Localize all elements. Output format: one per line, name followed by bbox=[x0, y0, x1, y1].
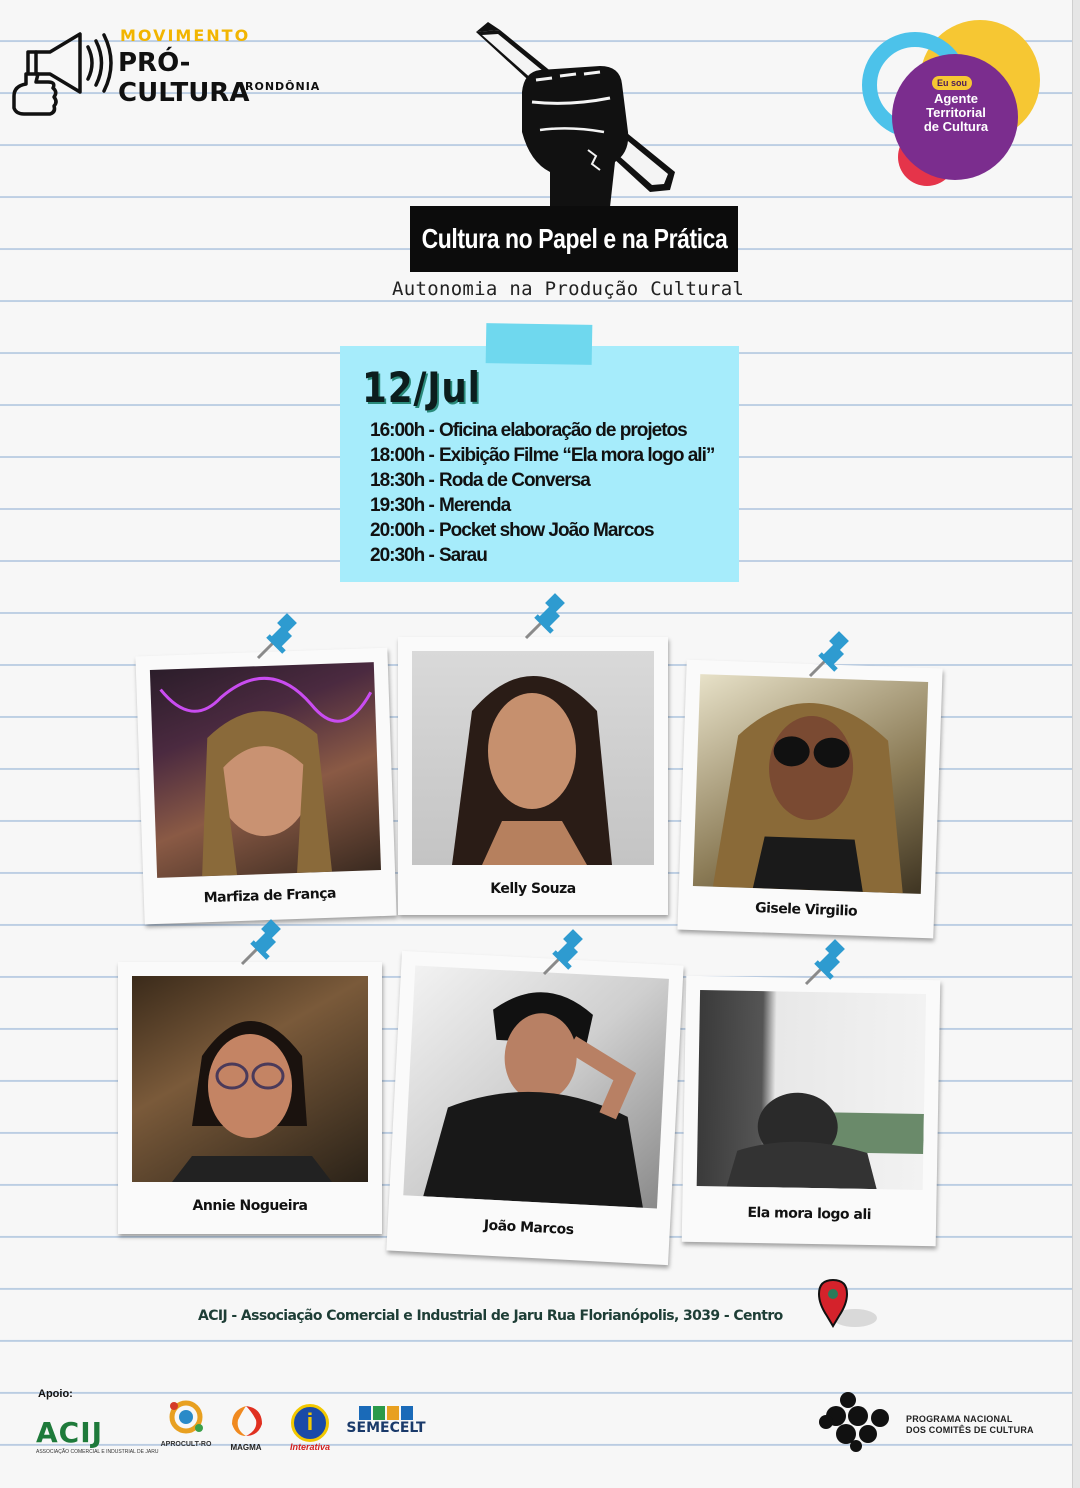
portrait-photo bbox=[412, 651, 654, 865]
portrait-photo bbox=[150, 662, 381, 878]
portrait-photo bbox=[693, 674, 928, 894]
schedule-list bbox=[370, 420, 714, 570]
person-name: João Marcos bbox=[483, 1217, 574, 1239]
film-still-photo bbox=[697, 990, 926, 1190]
photo-card-gisele bbox=[677, 660, 942, 939]
schedule-time: 19:30h - bbox=[370, 495, 434, 516]
schedule-item bbox=[370, 495, 714, 520]
apoio-label: Apoio: bbox=[38, 1388, 73, 1400]
event-date: 12/Jul bbox=[362, 363, 481, 412]
brand-movimento: MOVIMENTO bbox=[120, 26, 251, 45]
photo-card-joao bbox=[386, 951, 683, 1265]
pushpin-icon bbox=[252, 612, 302, 662]
comites-cultura-icon bbox=[818, 1390, 898, 1452]
person-name: Marfiza de França bbox=[203, 885, 337, 907]
schedule-item bbox=[370, 445, 714, 470]
agente-text bbox=[902, 92, 1010, 134]
schedule-time: 20:00h - bbox=[370, 520, 434, 541]
person-name: Annie Nogueira bbox=[192, 1198, 308, 1214]
event-title: Cultura no Papel e na Prática bbox=[421, 223, 727, 254]
schedule-time: 16:00h - bbox=[370, 420, 434, 441]
schedule-item bbox=[370, 545, 714, 570]
schedule-item bbox=[370, 420, 714, 445]
portrait-photo bbox=[132, 976, 368, 1182]
pushpin-icon bbox=[538, 928, 588, 978]
event-title-box bbox=[410, 206, 738, 272]
agente-territorial-logo bbox=[858, 20, 1058, 190]
sponsor-magma-logo: MAGMA bbox=[224, 1404, 268, 1452]
fist-pencil-icon bbox=[470, 22, 680, 207]
schedule-activity: Roda de Conversa bbox=[439, 470, 590, 491]
map-pin-icon bbox=[815, 1276, 880, 1332]
sponsor-acij-logo: ACIJ ASSOCIAÇÃO COMERCIAL E INDUSTRIAL DE JARU bbox=[36, 1416, 159, 1455]
schedule-activity: Oficina elaboração de projetos bbox=[439, 420, 687, 441]
event-address: ACIJ - Associação Comercial e Industrial de Jaru Rua Florianópolis, 3039 - Centro bbox=[198, 1308, 783, 1324]
brand-rondonia: RONDÔNIA bbox=[245, 80, 321, 93]
photo-card-ela-mora bbox=[682, 976, 941, 1246]
schedule-activity: Exibição Filme “Ela mora logo ali” bbox=[439, 445, 715, 466]
brand-pro-cultura: PRÓ-CULTURA bbox=[118, 48, 250, 108]
page-edge bbox=[1072, 0, 1080, 1488]
photo-card-annie bbox=[118, 962, 382, 1234]
note-tape bbox=[486, 323, 593, 365]
movimento-pro-cultura-logo bbox=[10, 22, 320, 117]
schedule-activity: Pocket show João Marcos bbox=[439, 520, 654, 541]
pushpin-icon bbox=[236, 918, 286, 968]
schedule-activity: Sarau bbox=[439, 545, 487, 566]
event-subtitle: Autonomia na Produção Cultural bbox=[392, 278, 745, 300]
portrait-photo bbox=[403, 966, 669, 1209]
schedule-time: 18:30h - bbox=[370, 470, 434, 491]
schedule-time: 20:30h - bbox=[370, 545, 434, 566]
agente-line1: Agente bbox=[933, 91, 979, 106]
schedule-activity: Merenda bbox=[439, 495, 511, 516]
photo-card-kelly bbox=[398, 637, 668, 915]
sponsor-aprocult-logo: APROCULT-RO bbox=[158, 1398, 214, 1448]
programa-nacional-logo bbox=[818, 1390, 1058, 1452]
agente-line3: de Cultura bbox=[923, 119, 989, 134]
megaphone-hand-icon bbox=[10, 22, 115, 117]
pushpin-icon bbox=[520, 592, 570, 642]
sponsor-interativa-logo: i Interativa bbox=[280, 1404, 340, 1452]
programa-nacional-text: PROGRAMA NACIONAL DOS COMITÊS DE CULTURA bbox=[906, 1414, 1034, 1435]
sponsor-logos bbox=[36, 1396, 436, 1458]
sponsor-semecelt-logo: SEMECELT bbox=[346, 1406, 426, 1436]
agente-badge: Eu sou bbox=[932, 76, 972, 90]
person-name: Kelly Souza bbox=[490, 881, 576, 897]
pushpin-icon bbox=[800, 938, 850, 988]
agente-line2: Territorial bbox=[926, 105, 986, 120]
schedule-item bbox=[370, 520, 714, 545]
photo-card-marfiza bbox=[135, 648, 396, 925]
person-name: Gisele Virgilio bbox=[754, 900, 858, 920]
film-title: Ela mora logo ali bbox=[747, 1204, 872, 1224]
schedule-item bbox=[370, 470, 714, 495]
schedule-time: 18:00h - bbox=[370, 445, 434, 466]
pushpin-icon bbox=[804, 630, 854, 680]
